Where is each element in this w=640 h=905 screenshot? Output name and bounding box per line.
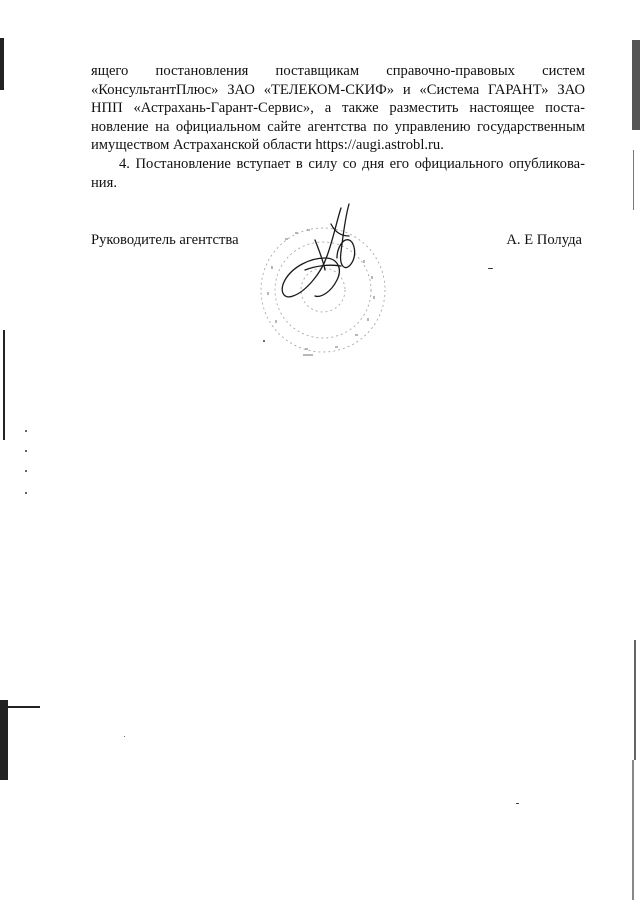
text-line: имуществом Астраханской области https://augi.astrobl.ru. xyxy=(91,137,444,154)
scan-edge-left-line xyxy=(0,706,40,708)
scan-dot xyxy=(25,450,27,452)
scan-dot xyxy=(25,470,27,472)
paragraph-4: 4. Постановление вступает в силу со дня его официального опубликова- xyxy=(119,155,585,172)
body-text xyxy=(91,62,585,192)
text-line: новление на официальном сайте агентства по управлению государственным xyxy=(91,118,585,135)
signature-name: А. Е Полуда xyxy=(506,232,582,248)
scan-dot xyxy=(124,736,125,737)
scan-edge-right-mid xyxy=(634,640,636,760)
scan-dot xyxy=(25,430,27,432)
scan-edge-right-line xyxy=(633,150,634,210)
text-line: ния. xyxy=(91,174,117,191)
scan-edge-left-mid xyxy=(3,330,5,440)
scan-dot xyxy=(25,492,27,494)
seal-stamp-icon xyxy=(245,200,395,370)
signature-role: Руководитель агентства xyxy=(91,232,239,248)
scan-dot xyxy=(516,803,519,804)
scan-dot xyxy=(488,268,493,269)
scan-edge-right-bottom xyxy=(632,760,634,900)
scan-edge-left-bottom xyxy=(0,700,8,780)
scan-edge-left-top xyxy=(0,38,4,90)
text-line: «КонсультантПлюс» ЗАО «ТЕЛЕКОМ-СКИФ» и «Система ГАРАНТ» ЗАО xyxy=(91,81,585,98)
scan-edge-right-top xyxy=(632,40,640,130)
text-line: НПП «Астрахань-Гарант-Сервис», а также разместить настоящее поста- xyxy=(91,100,585,117)
text-line: ящего постановления поставщикам справочно-правовых систем xyxy=(91,63,585,79)
